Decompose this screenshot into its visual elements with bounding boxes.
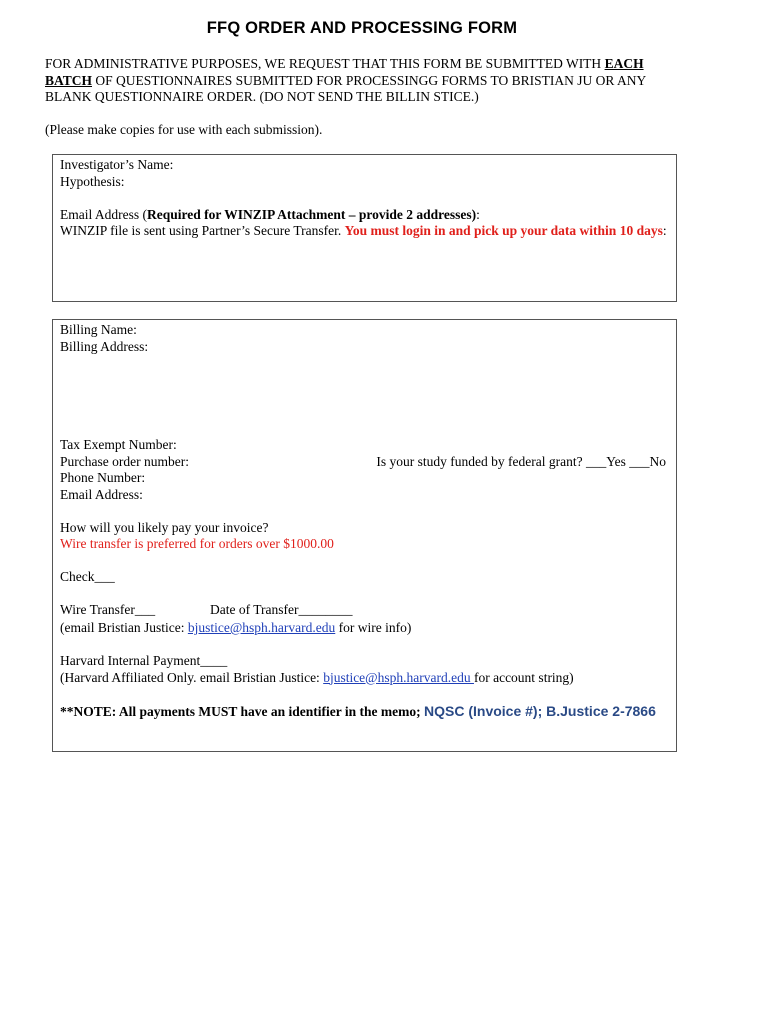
internal-info-suffix: for account string) (473, 669, 574, 685)
internal-email-link[interactable]: bjustice@hsph.harvard.edu (323, 669, 474, 685)
winzip-suffix: : (662, 223, 667, 238)
wire-info-email-link[interactable]: bjustice@hsph.harvard.edu (187, 620, 336, 635)
payment-note-text: **NOTE: All payments MUST have an identifier in the memo; (60, 703, 425, 719)
internal-info-line (60, 670, 669, 687)
email-required-note: Required for WINZIP Attachment – provide 2 addresses) (147, 206, 477, 222)
date-of-transfer-field[interactable]: Date of Transfer________ (210, 602, 353, 617)
email-prefix: Email Address ( (60, 206, 147, 222)
purchase-order-label[interactable]: Purchase order number: (60, 453, 189, 469)
wire-info-suffix: for wire info) (335, 620, 412, 635)
wire-info-line (60, 620, 669, 637)
billing-email-label[interactable]: Email Address: (60, 486, 143, 502)
intro-text-end: OF QUESTIONNAIRES SUBMITTED FOR PROCESSINGG FORMS TO BRISTIAN JU OR ANY BLANK QUESTIONNAIRE ORDER. (DO NOT SEND THE BILLIN STICE.) (45, 72, 646, 104)
intro-paragraph (45, 56, 685, 106)
internal-info-prefix: (Harvard Affiliated Only. email Bristian Justice: (60, 669, 324, 685)
federal-grant-question[interactable]: Is your study funded by federal grant? ___Yes ___No (376, 453, 666, 469)
copies-note: (Please make copies for use with each submission). (45, 122, 323, 137)
billing-name-label[interactable]: Billing Name: (60, 322, 137, 337)
winzip-instructions (60, 223, 669, 240)
phone-number-label[interactable]: Phone Number: (60, 470, 146, 485)
harvard-internal-option[interactable]: Harvard Internal Payment____ (60, 653, 228, 668)
investigator-section (52, 154, 677, 302)
billing-address-label[interactable]: Billing Address: (60, 338, 149, 354)
email-address-label[interactable] (60, 207, 669, 224)
payment-note (60, 703, 660, 721)
winzip-text: WINZIP file is sent using Partner’s Secure Transfer. (60, 223, 345, 238)
hypothesis-label[interactable]: Hypothesis: (60, 173, 125, 189)
wire-transfer-option[interactable]: Wire Transfer___ (60, 602, 156, 617)
billing-section (52, 319, 677, 752)
payment-memo-identifier: NQSC (Invoice #); B.Justice 2-7866 (424, 702, 656, 719)
payment-question: How will you likely pay your invoice? (60, 519, 269, 535)
tax-exempt-label[interactable]: Tax Exempt Number: (60, 437, 177, 452)
wire-preferred-note: Wire transfer is preferred for orders over $1000.00 (60, 536, 334, 551)
intro-each-batch: EACH BATCH (45, 56, 644, 88)
wire-info-prefix: (email Bristian Justice: (60, 620, 188, 635)
winzip-warning: You must login in and pick up your data within 10 days (344, 223, 663, 238)
intro-text-start: FOR ADMINISTRATIVE PURPOSES, WE REQUEST THAT THIS FORM BE SUBMITTED WITH (45, 56, 605, 71)
email-suffix: : (476, 206, 480, 222)
form-title: FFQ ORDER AND PROCESSING FORM (206, 19, 518, 37)
investigator-name-label[interactable]: Investigator’s Name: (60, 157, 174, 172)
check-option[interactable]: Check___ (60, 569, 115, 584)
